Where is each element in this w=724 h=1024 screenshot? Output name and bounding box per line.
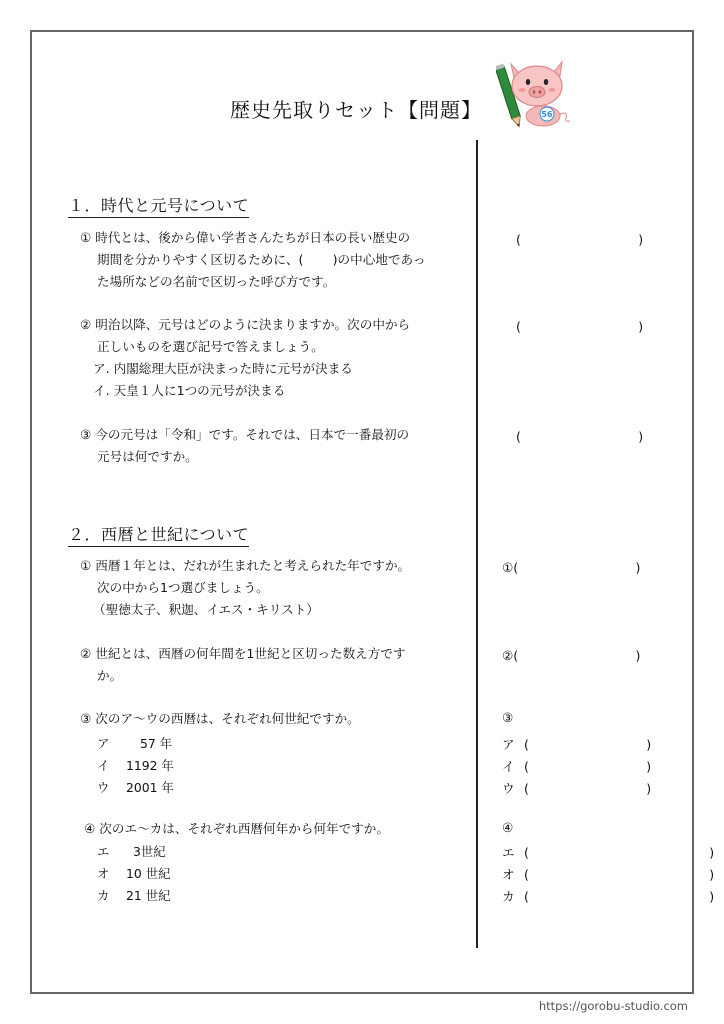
s2-q1-line2: 次の中から1つ選びましょう。	[97, 580, 269, 595]
s2-q4-item-label: エ	[97, 844, 110, 859]
s1-q1-line2: 期間を分かりやすく区切るために、( )の中心地であっ	[97, 252, 426, 267]
s2-q3-item-value: 2001 年	[126, 780, 174, 795]
s1-q1-line3: た場所などの名前で区切った呼び方です。	[97, 274, 336, 289]
s2-q3-answer-label: ア	[502, 737, 515, 752]
s2-q4-answer-blank[interactable]: ( )	[524, 867, 715, 882]
s2-q2-line2: か。	[97, 668, 123, 683]
s2-q3-answer-head: ③	[502, 710, 514, 725]
s2-q2-answer-blank[interactable]: ②( )	[502, 648, 641, 663]
s2-q4-question: ④ 次のエ～カは、それぞれ西暦何年から何年ですか。	[84, 821, 389, 836]
answer-column-divider	[476, 140, 478, 948]
pig-mascot-icon	[496, 54, 574, 130]
section2-heading: ２．西暦と世紀について	[68, 522, 249, 547]
s2-q4-item-label: オ	[97, 866, 110, 881]
s2-q4-item-label: カ	[97, 888, 110, 903]
s1-q1-line1: ① 時代とは、後から偉い学者さんたちが日本の長い歴史の	[80, 230, 411, 245]
s2-q3-item-label: イ	[97, 758, 110, 773]
s2-q3-item-value: 1192 年	[126, 758, 174, 773]
s2-q3-answer-blank[interactable]: ( )	[524, 781, 652, 796]
s1-q2-answer-blank[interactable]: ( )	[516, 319, 644, 334]
s2-q3-question: ③ 次のア～ウの西暦は、それぞれ何世紀ですか。	[80, 711, 360, 726]
s1-q2-line1: ② 明治以降、元号はどのように決まりますか。次の中から	[80, 317, 411, 332]
s2-q3-answer-label: イ	[502, 759, 515, 774]
s1-q3-line1: ③ 今の元号は「令和」です。それでは、日本で一番最初の	[80, 427, 410, 442]
s2-q3-item-value: 57 年	[140, 736, 173, 751]
s2-q4-item-value: 3世紀	[133, 844, 166, 859]
s1-q2-option-a: ア. 内閣総理大臣が決まった時に元号が決まる	[93, 361, 353, 376]
s1-q1-answer-blank[interactable]: ( )	[516, 232, 644, 247]
s1-q2-line2: 正しいものを選び記号で答えましょう。	[97, 339, 324, 354]
s2-q4-answer-label: オ	[502, 867, 515, 882]
s2-q1-answer-blank[interactable]: ①( )	[502, 560, 641, 575]
s2-q2-line1: ② 世紀とは、西暦の何年間を1世紀と区切った数え方です	[80, 646, 406, 661]
footer-url[interactable]: https://gorobu-studio.com	[538, 999, 688, 1013]
s2-q4-answer-head: ④	[502, 820, 514, 835]
s1-q3-line2: 元号は何ですか。	[97, 449, 198, 464]
s2-q4-item-value: 10 世紀	[126, 866, 171, 881]
s2-q3-answer-blank[interactable]: ( )	[524, 737, 652, 752]
s2-q3-item-label: ウ	[97, 780, 110, 795]
section1-heading: １．時代と元号について	[68, 193, 249, 218]
svg-text:56: 56	[541, 110, 553, 119]
s2-q3-answer-blank[interactable]: ( )	[524, 759, 652, 774]
s2-q3-item-label: ア	[97, 736, 110, 751]
s1-q2-option-i: イ. 天皇１人に1つの元号が決まる	[93, 383, 286, 398]
s2-q4-answer-label: エ	[502, 845, 515, 860]
s2-q1-choices: （聖徳太子、釈迦、イエス・キリスト）	[93, 602, 319, 617]
s2-q1-line1: ① 西暦１年とは、だれが生まれたと考えられた年ですか。	[80, 558, 411, 573]
s2-q4-answer-blank[interactable]: ( )	[524, 889, 715, 904]
s2-q4-answer-blank[interactable]: ( )	[524, 845, 715, 860]
s2-q4-answer-label: カ	[502, 889, 515, 904]
s1-q3-answer-blank[interactable]: ( )	[516, 429, 644, 444]
s2-q3-answer-label: ウ	[502, 781, 515, 796]
page-title: 歴史先取りセット【問題】	[230, 98, 482, 122]
s2-q4-item-value: 21 世紀	[126, 888, 171, 903]
